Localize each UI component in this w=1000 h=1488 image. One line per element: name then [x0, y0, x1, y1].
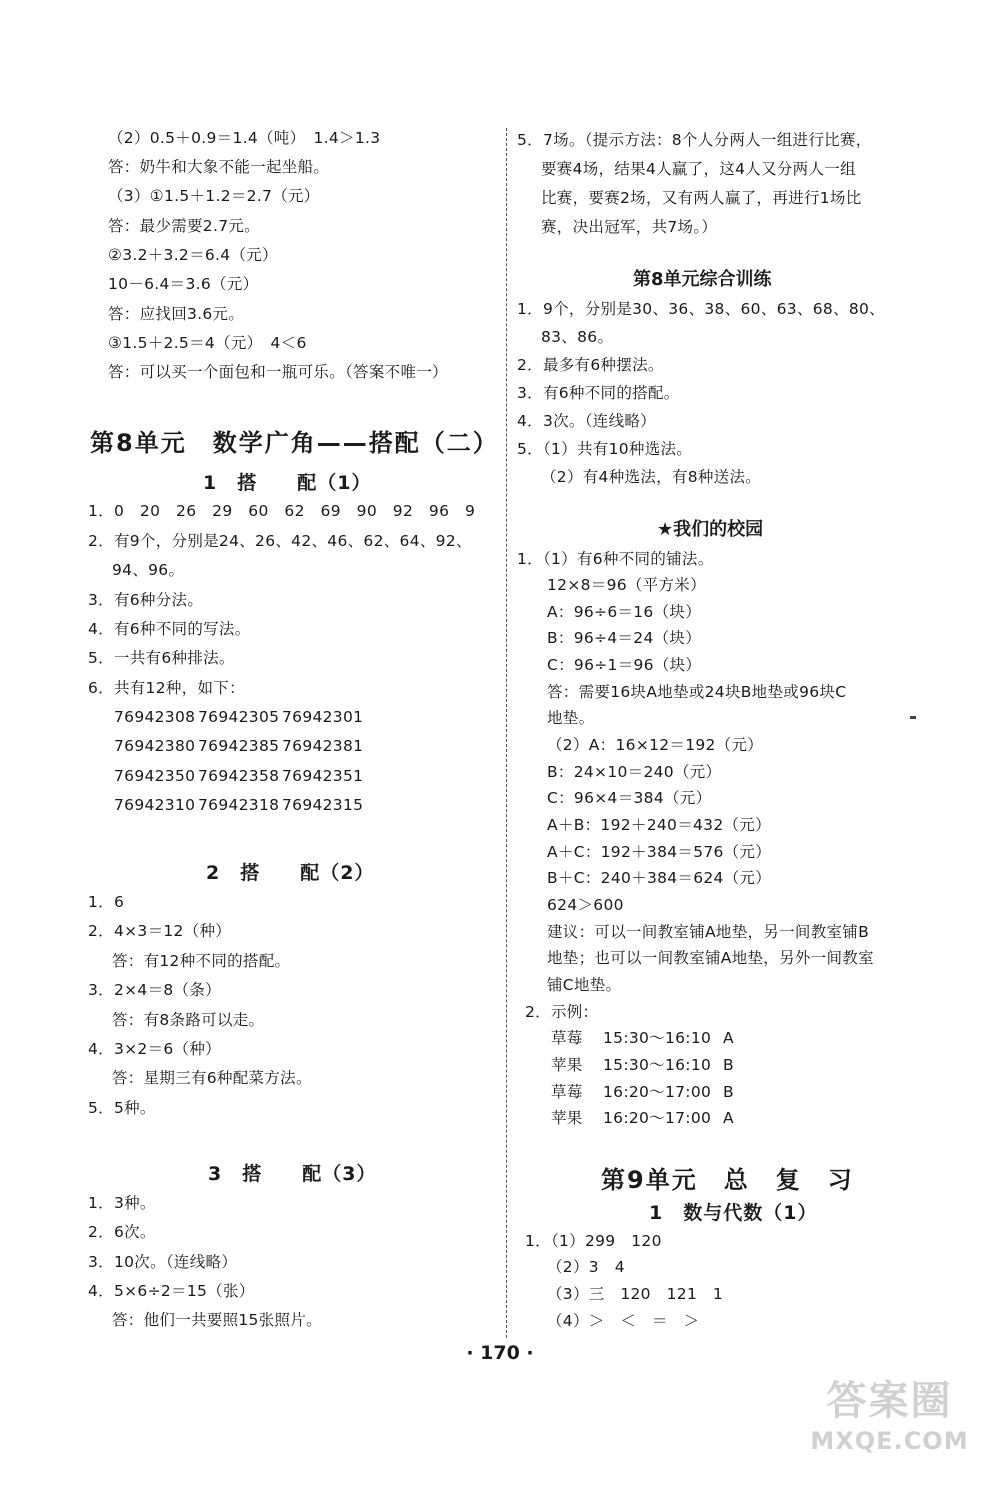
section-title-3: 3 搭 配（3）	[208, 1163, 377, 1185]
schedule-time: 16:20～17:00	[603, 1083, 712, 1101]
answer-line: 答：需要16块A地垫或24块B地垫或96块C	[547, 683, 847, 701]
answer-line: 2．有9个，分别是24、26、42、46、62、64、92、	[88, 532, 472, 550]
answer-line: 答：有12种不同的搭配。	[112, 952, 291, 970]
answer-line: 答：有8条路可以走。	[112, 1011, 265, 1029]
answer-line: C：96÷1＝96（块）	[547, 656, 702, 674]
text-line: 10－6.4＝3.6（元）	[108, 275, 259, 293]
answer-line: （2）3 4	[547, 1258, 625, 1276]
answer-line: 83、86。	[541, 328, 614, 346]
answer-line: 2．4×3＝12（种）	[88, 922, 232, 940]
number-cell: 76942381	[282, 737, 364, 755]
schedule-mat: B	[723, 1056, 734, 1074]
text-line: 答：应找回3.6元。	[108, 305, 245, 323]
section-title-1: 1 搭 配（1）	[203, 472, 372, 494]
schedule-mat: B	[723, 1083, 734, 1101]
answer-line: 2．最多有6种摆法。	[517, 356, 664, 374]
number-cell: 76942305	[198, 708, 280, 726]
text-line: （2）0.5＋0.9＝1.4（吨） 1.4＞1.3	[108, 129, 381, 147]
answer-line: 铺C地垫。	[547, 976, 622, 994]
schedule-fruit: 草莓	[551, 1083, 583, 1101]
answer-line: 比赛，要赛2场，又有两人赢了，再进行1场比	[541, 189, 862, 207]
answer-line: 要赛4场，结果4人赢了，这4人又分两人一组	[541, 160, 856, 178]
answer-line: 2．6次。	[88, 1223, 156, 1241]
answer-line: 3．有6种不同的搭配。	[517, 384, 680, 402]
answer-line: 5．5种。	[88, 1099, 156, 1117]
watermark-text: 答案圈	[826, 1378, 953, 1424]
schedule-mat: A	[723, 1029, 734, 1047]
answer-line: A＋C：192＋384＝576（元）	[547, 843, 772, 861]
answer-line: 4．3×2＝6（种）	[88, 1040, 221, 1058]
number-cell: 76942351	[282, 767, 364, 785]
number-cell: 76942350	[114, 767, 196, 785]
section-title-2: 2 搭 配（2）	[206, 862, 375, 884]
number-cell: 76942358	[198, 767, 280, 785]
unit9-section-title: 1 数与代数（1）	[649, 1202, 818, 1224]
answer-line: 地垫；也可以一间教室铺A地垫，另外一间教室	[547, 949, 874, 967]
answer-line: 1．0 20 26 29 60 62 69 90 92 96 9	[88, 502, 476, 520]
margin-mark	[910, 716, 916, 719]
text-line: 答：可以买一个面包和一瓶可乐。（答案不唯一）	[108, 363, 448, 381]
schedule-fruit: 苹果	[551, 1109, 583, 1127]
text-line: ③1.5＋2.5＝4（元） 4＜6	[108, 334, 307, 352]
answer-line: 1．9个，分别是30、36、38、60、63、68、80、	[517, 300, 885, 318]
answer-line: 624＞600	[547, 896, 624, 914]
answer-line: 3．2×4＝8（条）	[88, 981, 221, 999]
answer-line: 4．有6种不同的写法。	[88, 620, 251, 638]
answer-line: 答：星期三有6种配菜方法。	[112, 1069, 312, 1087]
answer-line: B＋C：240＋384＝624（元）	[547, 869, 772, 887]
answer-line: 赛，决出冠军，共7场。）	[541, 218, 718, 236]
number-cell: 76942310	[114, 796, 196, 814]
answer-line: 3．10次。（连线略）	[88, 1253, 238, 1271]
unit8-title: 第8单元 数学广角——搭配（二）	[90, 429, 499, 457]
answer-line: C：96×4＝384（元）	[547, 789, 712, 807]
answer-line: 答：他们一共要照15张照片。	[112, 1311, 322, 1329]
watermark-logo	[797, 1376, 982, 1476]
answer-line: 1．（1）299 120	[525, 1232, 662, 1250]
answer-line: 地垫。	[547, 709, 595, 727]
answer-line: 5．（1）共有10种选法。	[517, 440, 693, 458]
answer-line: 1．3种。	[88, 1194, 156, 1212]
answer-line: 94、96。	[112, 561, 185, 579]
number-cell: 76942385	[198, 737, 280, 755]
number-cell: 76942301	[282, 708, 364, 726]
text-line: 答：最少需要2.7元。	[108, 217, 260, 235]
schedule-time: 15:30～16:10	[603, 1056, 712, 1074]
answer-line: B：96÷4＝24（块）	[547, 629, 702, 647]
column-divider	[506, 128, 507, 1338]
answer-line: 6．共有12种，如下：	[88, 679, 245, 697]
answer-line: （2）A：16×12＝192（元）	[547, 736, 764, 754]
answer-line: B：24×10＝240（元）	[547, 763, 722, 781]
answer-line: 5．7场。（提示方法：8个人分两人一组进行比赛，	[517, 131, 872, 149]
schedule-time: 15:30～16:10	[603, 1029, 712, 1047]
answer-line: 1．（1）有6种不同的铺法。	[517, 550, 714, 568]
answer-line: 12×8＝96（平方米）	[547, 576, 706, 594]
answer-line: 3．有6种分法。	[88, 591, 204, 609]
answer-line: 4．3次。（连线略）	[517, 412, 656, 430]
schedule-fruit: 草莓	[551, 1029, 583, 1047]
number-cell: 76942380	[114, 737, 196, 755]
answer-line: A＋B：192＋240＝432（元）	[547, 816, 771, 834]
text-line: （3）①1.5＋1.2＝2.7（元）	[108, 187, 320, 205]
answer-line: A：96÷6＝16（块）	[547, 603, 701, 621]
number-cell: 76942315	[282, 796, 364, 814]
unit9-title: 第9单元 总 复 习	[601, 1166, 854, 1194]
answer-line: 4．5×6÷2＝15（张）	[88, 1282, 255, 1300]
answer-line: 5．一共有6种排法。	[88, 649, 235, 667]
answer-line: 1．6	[88, 893, 125, 911]
answer-line: 2．示例：	[525, 1003, 599, 1021]
number-cell: 76942308	[114, 708, 196, 726]
number-cell: 76942318	[198, 796, 280, 814]
answer-line: 建议：可以一间教室铺A地垫，另一间教室铺B	[547, 923, 870, 941]
schedule-mat: A	[723, 1109, 734, 1127]
unit8-review-title: 第8单元综合训练	[633, 269, 772, 290]
watermark-url: MXQE.COM	[810, 1427, 969, 1455]
page-number: · 170 ·	[466, 1342, 534, 1364]
answer-line: （3）三 120 121 1	[547, 1285, 724, 1303]
text-line: 答：奶牛和大象不能一起坐船。	[108, 158, 330, 176]
answer-line: （4）＞ ＜ ＝ ＞	[547, 1312, 700, 1330]
text-line: ②3.2＋3.2＝6.4（元）	[108, 246, 278, 264]
campus-title: ★我们的校园	[657, 519, 764, 540]
schedule-time: 16:20～17:00	[603, 1109, 712, 1127]
schedule-fruit: 苹果	[551, 1056, 583, 1074]
answer-line: （2）有4种选法，有8种送法。	[541, 468, 762, 486]
